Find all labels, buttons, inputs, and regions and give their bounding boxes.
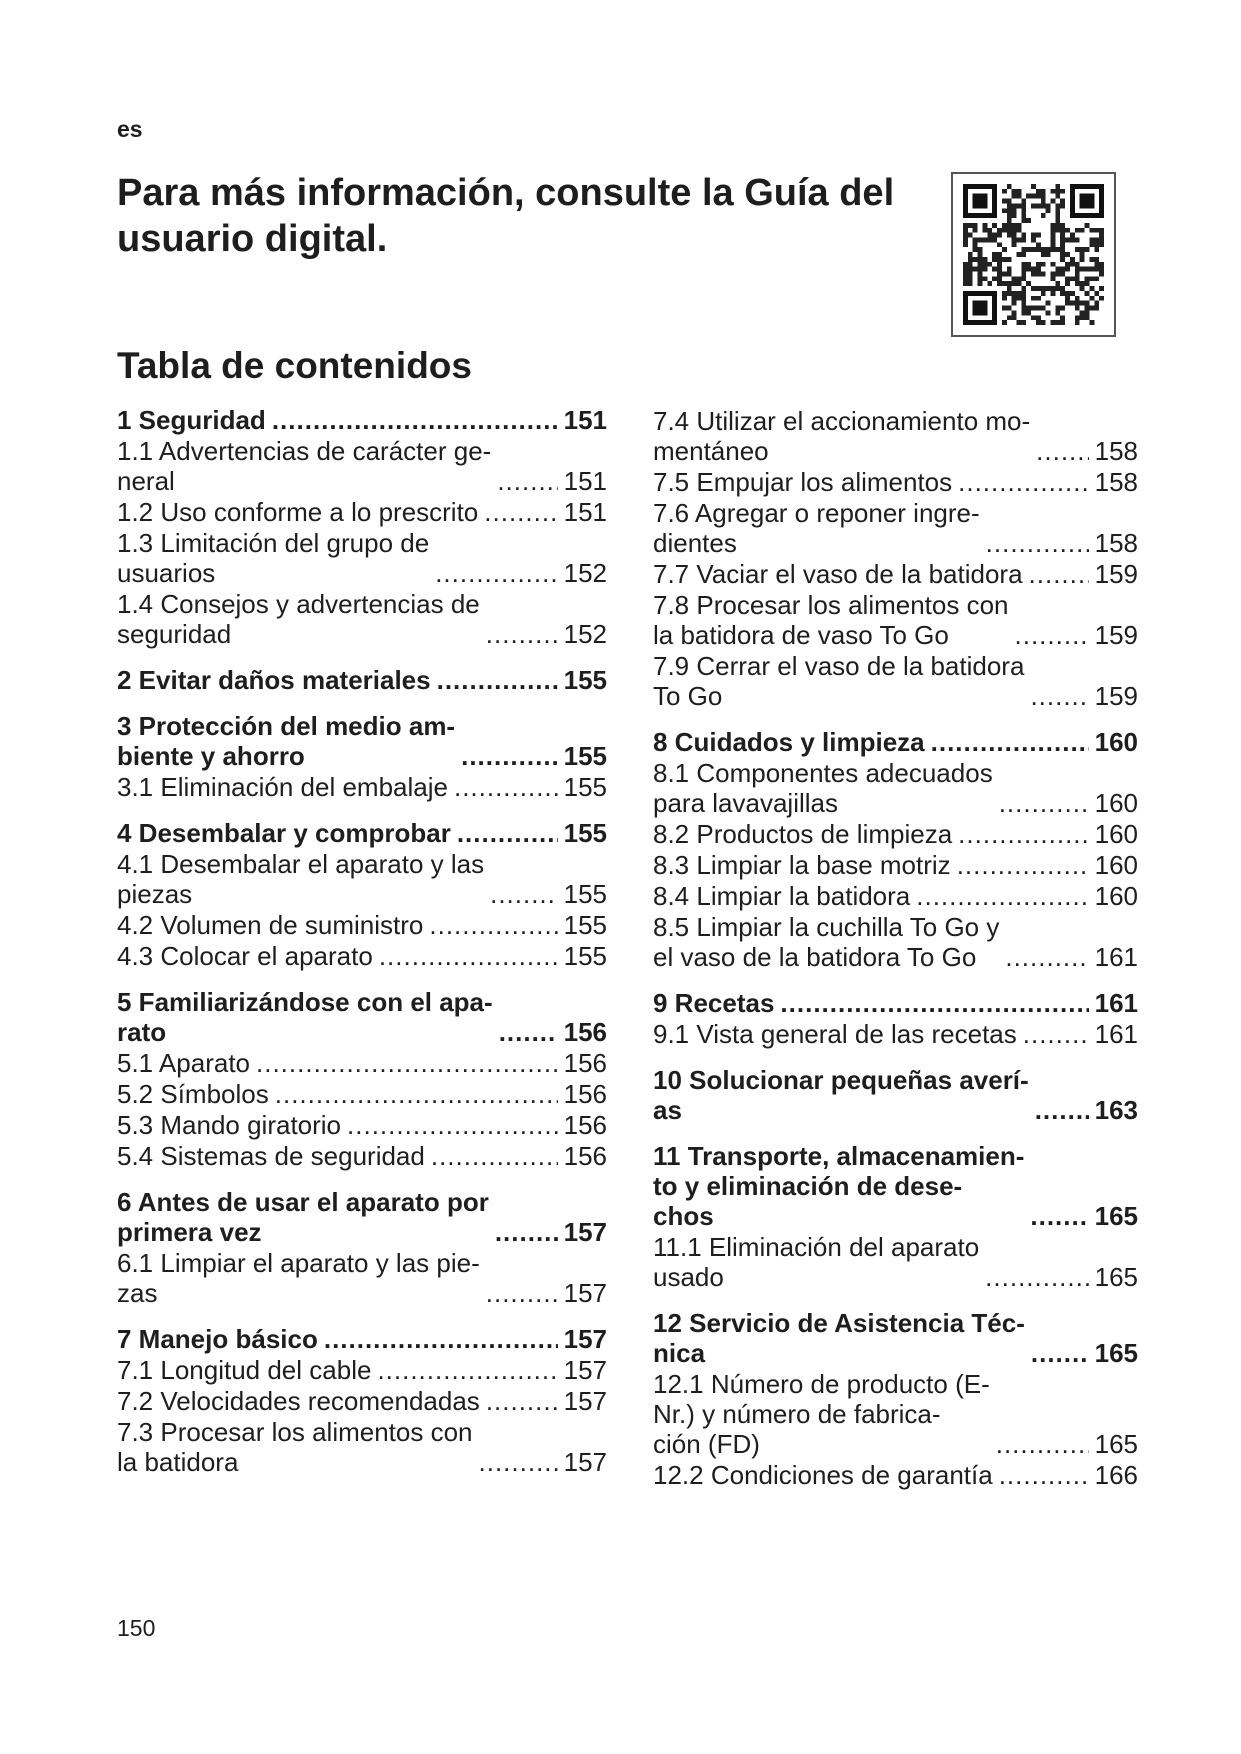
toc-entry-page: 161 — [1094, 988, 1138, 1018]
toc-entry-page: 157 — [563, 1324, 607, 1354]
toc-section-entry[interactable] — [117, 589, 607, 649]
toc-entry-title: 8 Cuidados y limpieza — [653, 727, 925, 757]
toc-entry-title: 11 Transporte, almacenamien- to y eliminación de dese- chos — [653, 1141, 1025, 1231]
toc-dot-leader — [986, 528, 1089, 558]
toc-entry-page: 152 — [563, 619, 607, 649]
toc-title: Tabla de contenidos — [117, 345, 472, 386]
toc-entry-title: 7.3 Procesar los alimentos con la batidora — [117, 1417, 473, 1477]
toc-dot-leader — [486, 1386, 558, 1416]
toc-entry-title: 10 Solucionar pequeñas averí- as — [653, 1065, 1029, 1125]
toc-entry-page: 151 — [563, 497, 607, 527]
toc-entry-title: 8.3 Limpiar la base motriz — [653, 850, 951, 880]
intro-heading: Para más información, consulte la Guía del usuario digital. — [117, 172, 895, 260]
toc-entry-page: 160 — [1094, 881, 1138, 911]
toc-dot-leader — [486, 619, 558, 649]
toc-entry-title: 2 Evitar daños materiales — [117, 665, 431, 695]
toc-entry-title: 1 Seguridad — [117, 405, 266, 435]
toc-section-entry[interactable] — [117, 1079, 607, 1109]
toc-entry-page: 161 — [1094, 1019, 1138, 1049]
toc-entry-title: 1.3 Limitación del grupo de usuarios — [117, 528, 430, 588]
toc-entry-title: 11.1 Eliminación del aparato usado — [653, 1232, 980, 1292]
toc-entry-title: 6 Antes de usar el aparato por primera vez — [117, 1187, 489, 1247]
toc-dot-leader — [1023, 1019, 1089, 1049]
toc-entry-page: 160 — [1094, 819, 1138, 849]
toc-entry-title: 4.3 Colocar el aparato — [117, 941, 373, 971]
toc-entry-page: 159 — [1094, 620, 1138, 650]
toc-entry-title: 1.1 Advertencias de carácter ge- neral — [117, 436, 492, 496]
toc-entry-page: 155 — [563, 879, 607, 909]
toc-chapter-entry[interactable] — [117, 405, 607, 435]
toc-dot-leader — [324, 1324, 558, 1354]
toc-entry-page: 155 — [563, 772, 607, 802]
toc-dot-leader — [1005, 942, 1088, 972]
toc-dot-leader — [985, 1262, 1088, 1292]
language-code: es — [117, 116, 143, 142]
toc-dot-leader — [272, 405, 558, 435]
toc-chapter-entry[interactable] — [653, 988, 1138, 1018]
toc-dot-leader — [1029, 559, 1089, 589]
toc-entry-page: 155 — [563, 910, 607, 940]
toc-dot-leader — [457, 818, 558, 848]
toc-dot-leader — [1035, 1095, 1089, 1125]
toc-dot-leader — [497, 466, 557, 496]
toc-dot-leader — [377, 1355, 557, 1385]
toc-section-entry[interactable] — [653, 881, 1138, 911]
toc-entry-page: 152 — [563, 558, 607, 588]
toc-dot-leader — [1031, 1338, 1089, 1368]
toc-dot-leader — [479, 1447, 558, 1477]
toc-section-entry[interactable] — [653, 758, 1138, 818]
toc-entry-page: 166 — [1094, 1460, 1138, 1490]
toc-section-entry[interactable] — [117, 849, 607, 909]
toc-entry-title: 8.2 Productos de limpieza — [653, 819, 953, 849]
toc-entry-page: 155 — [563, 818, 607, 848]
toc-entry-page: 155 — [563, 941, 607, 971]
toc-dot-leader — [379, 941, 558, 971]
toc-dot-leader — [996, 1429, 1089, 1459]
toc-dot-leader — [490, 879, 558, 909]
toc-section-entry[interactable] — [653, 498, 1138, 558]
toc-entry-title: 12 Servicio de Asistencia Téc- nica — [653, 1308, 1025, 1368]
toc-entry-page: 165 — [1094, 1262, 1138, 1292]
toc-chapter-entry[interactable] — [117, 1324, 607, 1354]
toc-entry-title: 8.4 Limpiar la batidora — [653, 881, 911, 911]
toc-dot-leader — [931, 727, 1089, 757]
toc-entry-title: 12.1 Número de producto (E- Nr.) y número de fabrica- ción (FD) — [653, 1369, 990, 1459]
toc-entry-page: 165 — [1094, 1338, 1138, 1368]
toc-dot-leader — [275, 1079, 558, 1109]
toc-entry-title: 6.1 Limpiar el aparato y las pie- zas — [117, 1248, 480, 1308]
toc-chapter-entry[interactable] — [653, 1141, 1138, 1231]
toc-entry-page: 160 — [1094, 788, 1138, 818]
toc-entry-title: 7.2 Velocidades recomendadas — [117, 1386, 480, 1416]
toc-entry-title: 9.1 Vista general de las recetas — [653, 1019, 1017, 1049]
toc-entry-page: 165 — [1094, 1201, 1138, 1231]
toc-entry-page: 165 — [1094, 1429, 1138, 1459]
toc-entry-page: 160 — [1094, 727, 1138, 757]
toc-entry-page: 157 — [563, 1217, 607, 1247]
toc-entry-page: 158 — [1094, 528, 1138, 558]
toc-chapter-entry[interactable] — [117, 665, 607, 695]
toc-dot-leader — [999, 1460, 1089, 1490]
toc-entry-page: 156 — [563, 1141, 607, 1171]
toc-entry-title: 7 Manejo básico — [117, 1324, 318, 1354]
toc-dot-leader — [431, 1141, 558, 1171]
toc-dot-leader — [1036, 436, 1088, 466]
toc-entry-page: 157 — [563, 1278, 607, 1308]
toc-dot-leader — [1030, 1201, 1088, 1231]
toc-dot-leader — [461, 741, 558, 771]
toc-section-entry[interactable] — [653, 850, 1138, 880]
toc-entry-title: 8.5 Limpiar la cuchilla To Go y el vaso de la batidora To Go — [653, 912, 1000, 972]
toc-entry-page: 160 — [1094, 850, 1138, 880]
toc-section-entry[interactable] — [653, 1369, 1138, 1459]
toc-entry-title: 9 Recetas — [653, 988, 775, 1018]
toc-dot-leader — [347, 1110, 558, 1140]
toc-entry-page: 158 — [1094, 467, 1138, 497]
toc-entry-page: 157 — [563, 1447, 607, 1477]
toc-entry-title: 8.1 Componentes adecuados para lavavajillas — [653, 758, 993, 818]
toc-entry-page: 156 — [563, 1079, 607, 1109]
toc-chapter-entry[interactable] — [117, 1187, 607, 1247]
toc-section-entry[interactable] — [653, 559, 1138, 589]
toc-dot-leader — [780, 988, 1088, 1018]
toc-entry-page: 156 — [563, 1048, 607, 1078]
toc-dot-leader — [454, 772, 558, 802]
toc-section-entry[interactable] — [117, 1386, 607, 1416]
toc-section-entry[interactable] — [117, 1248, 607, 1308]
toc-dot-leader — [437, 665, 558, 695]
toc-entry-title: 7.4 Utilizar el accionamiento mo- mentáneo — [653, 406, 1031, 466]
toc-section-entry[interactable] — [117, 1141, 607, 1171]
toc-entry-title: 5 Familiarizándose con el apa- rato — [117, 987, 493, 1047]
toc-section-entry[interactable] — [653, 1460, 1138, 1490]
toc-dot-leader — [499, 1017, 558, 1047]
toc-entry-page: 157 — [563, 1386, 607, 1416]
toc-section-entry[interactable] — [653, 1019, 1138, 1049]
toc-entry-title: 7.9 Cerrar el vaso de la batidora To Go — [653, 651, 1025, 711]
toc-entry-page: 159 — [1094, 681, 1138, 711]
toc-dot-leader — [256, 1048, 558, 1078]
toc-section-entry[interactable] — [117, 772, 607, 802]
toc-entry-title: 7.7 Vaciar el vaso de la batidora — [653, 559, 1023, 589]
toc-entry-page: 156 — [563, 1017, 607, 1047]
toc-entry-title: 1.2 Uso conforme a lo prescrito — [117, 497, 479, 527]
toc-chapter-entry[interactable] — [117, 711, 607, 771]
toc-dot-leader — [484, 497, 557, 527]
toc-dot-leader — [957, 850, 1089, 880]
toc-chapter-entry[interactable] — [117, 818, 607, 848]
toc-entry-title: 5.3 Mando giratorio — [117, 1110, 342, 1140]
toc-section-entry[interactable] — [117, 910, 607, 940]
toc-dot-leader — [999, 788, 1089, 818]
toc-section-entry[interactable] — [117, 1355, 607, 1385]
toc-entry-title: 5.2 Símbolos — [117, 1079, 269, 1109]
toc-entry-page: 155 — [563, 741, 607, 771]
toc-entry-title: 3.1 Eliminación del embalaje — [117, 772, 448, 802]
toc-entry-page: 151 — [563, 405, 607, 435]
toc-dot-leader — [958, 467, 1088, 497]
toc-dot-leader — [495, 1217, 558, 1247]
toc-entry-title: 12.2 Condiciones de garantía — [653, 1460, 993, 1490]
toc-entry-page: 151 — [563, 466, 607, 496]
toc-entry-title: 4.1 Desembalar el aparato y las piezas — [117, 849, 485, 909]
qr-code-icon[interactable] — [951, 172, 1116, 337]
toc-section-entry[interactable] — [653, 819, 1138, 849]
toc-section-entry[interactable] — [117, 941, 607, 971]
toc-dot-leader — [916, 881, 1088, 911]
toc-chapter-entry[interactable] — [117, 987, 607, 1047]
toc-entry-title: 7.8 Procesar los alimentos con la batidora de vaso To Go — [653, 590, 1009, 650]
toc-dot-leader — [1030, 681, 1088, 711]
toc-entry-title: 4.2 Volumen de suministro — [117, 910, 424, 940]
toc-entry-title: 5.4 Sistemas de seguridad — [117, 1141, 425, 1171]
toc-dot-leader — [1015, 620, 1089, 650]
toc-column-right — [653, 405, 1138, 1490]
toc-chapter-entry[interactable] — [653, 727, 1138, 757]
toc-section-entry[interactable] — [117, 1110, 607, 1140]
toc-chapter-entry[interactable] — [653, 1065, 1138, 1125]
toc-section-entry[interactable] — [653, 590, 1138, 650]
toc-section-entry[interactable] — [117, 1048, 607, 1078]
toc-section-entry[interactable] — [117, 1417, 607, 1477]
toc-entry-page: 158 — [1094, 436, 1138, 466]
toc-entry-title: 7.5 Empujar los alimentos — [653, 467, 953, 497]
toc-dot-leader — [958, 819, 1088, 849]
toc-entry-page: 157 — [563, 1355, 607, 1385]
toc-entry-title: 7.1 Longitud del cable — [117, 1355, 372, 1385]
toc-entry-page: 161 — [1094, 942, 1138, 972]
qr-code-pattern — [963, 184, 1104, 325]
toc-dot-leader — [429, 910, 557, 940]
toc-section-entry[interactable] — [653, 467, 1138, 497]
toc-section-entry[interactable] — [653, 406, 1138, 466]
toc-entry-page: 159 — [1094, 559, 1138, 589]
page-number: 150 — [117, 1615, 156, 1641]
toc-entry-title: 5.1 Aparato — [117, 1048, 250, 1078]
toc-section-entry[interactable] — [653, 651, 1138, 711]
toc-section-entry[interactable] — [117, 436, 607, 496]
toc-section-entry[interactable] — [117, 528, 607, 588]
toc-dot-leader — [486, 1278, 558, 1308]
toc-entry-page: 155 — [563, 665, 607, 695]
toc-entry-title: 1.4 Consejos y advertencias de seguridad — [117, 589, 480, 649]
toc-column-left — [117, 405, 607, 1477]
toc-entry-page: 156 — [563, 1110, 607, 1140]
toc-entry-title: 4 Desembalar y comprobar — [117, 818, 451, 848]
toc-entry-page: 163 — [1094, 1095, 1138, 1125]
toc-entry-title: 3 Protección del medio am- biente y ahorro — [117, 711, 456, 771]
toc-dot-leader — [435, 558, 557, 588]
toc-section-entry[interactable] — [117, 497, 607, 527]
toc-chapter-entry[interactable] — [653, 1308, 1138, 1368]
toc-entry-title: 7.6 Agregar o reponer ingre- dientes — [653, 498, 980, 558]
toc-section-entry[interactable] — [653, 912, 1138, 972]
toc-section-entry[interactable] — [653, 1232, 1138, 1292]
